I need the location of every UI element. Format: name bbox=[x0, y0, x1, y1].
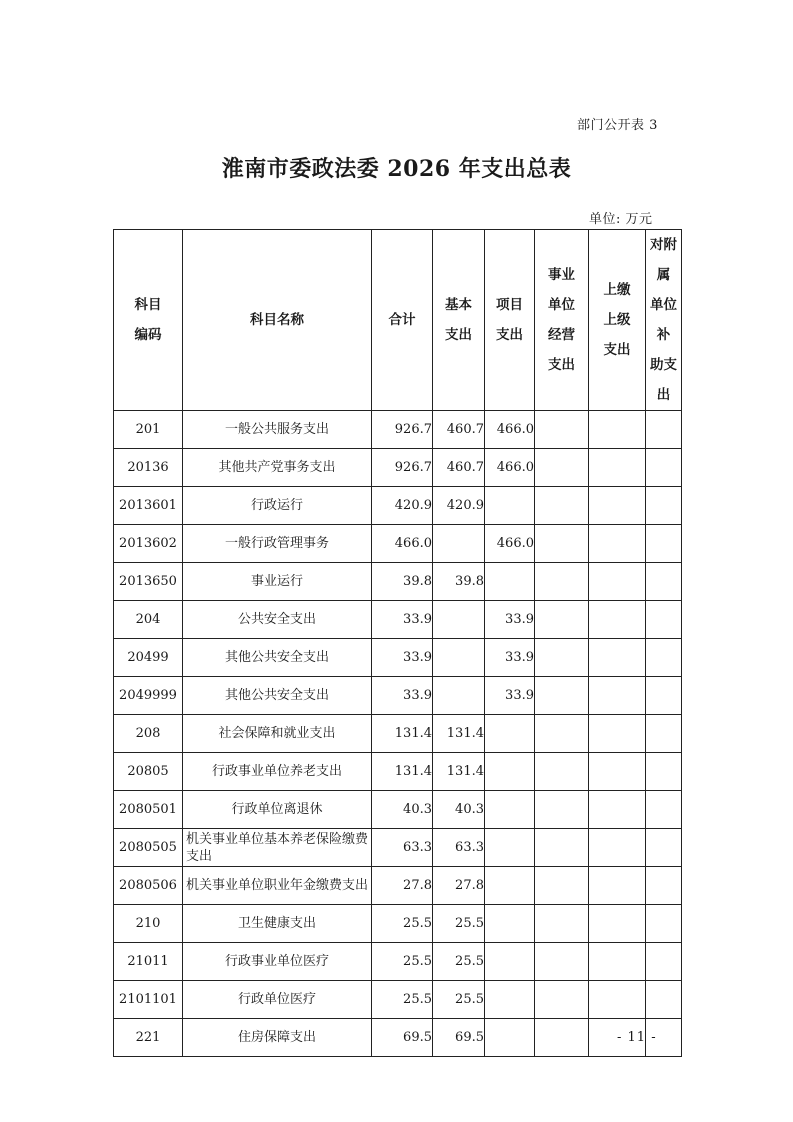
cell-code: 2013602 bbox=[114, 525, 183, 563]
cell-total: 33.9 bbox=[372, 677, 433, 715]
cell-upper bbox=[589, 411, 646, 449]
cell-project bbox=[485, 753, 535, 791]
table-row bbox=[114, 677, 682, 715]
table-row bbox=[114, 525, 682, 563]
cell-upper bbox=[589, 905, 646, 943]
cell-basic: 131.4 bbox=[433, 753, 485, 791]
cell-code: 204 bbox=[114, 601, 183, 639]
cell-subsidy bbox=[646, 677, 682, 715]
table-row bbox=[114, 487, 682, 525]
cell-upper bbox=[589, 829, 646, 867]
cell-total: 25.5 bbox=[372, 943, 433, 981]
cell-basic: 131.4 bbox=[433, 715, 485, 753]
cell-project bbox=[485, 943, 535, 981]
cell-subsidy bbox=[646, 639, 682, 677]
table-row bbox=[114, 829, 682, 867]
cell-total: 33.9 bbox=[372, 601, 433, 639]
header-subsidy bbox=[646, 230, 682, 411]
cell-upper bbox=[589, 639, 646, 677]
cell-basic: 69.5 bbox=[433, 1019, 485, 1057]
cell-name: 行政单位离退休 bbox=[183, 791, 372, 829]
header-text: 基本 支出 bbox=[445, 297, 472, 343]
table-row bbox=[114, 715, 682, 753]
cell-name: 卫生健康支出 bbox=[183, 905, 372, 943]
cell-name: 机关事业单位基本养老保险缴费支出 bbox=[183, 829, 372, 867]
cell-code: 221 bbox=[114, 1019, 183, 1057]
cell-upper bbox=[589, 449, 646, 487]
header-text: 对附属 单位补 助支出 bbox=[650, 237, 677, 403]
table-row bbox=[114, 905, 682, 943]
cell-business bbox=[535, 943, 589, 981]
cell-subsidy bbox=[646, 601, 682, 639]
table-row bbox=[114, 1019, 682, 1057]
cell-upper bbox=[589, 715, 646, 753]
cell-name: 行政事业单位养老支出 bbox=[183, 753, 372, 791]
cell-name: 行政事业单位医疗 bbox=[183, 943, 372, 981]
cell-code: 20136 bbox=[114, 449, 183, 487]
cell-upper bbox=[589, 753, 646, 791]
cell-name: 机关事业单位职业年金缴费支出 bbox=[183, 867, 372, 905]
table-row bbox=[114, 753, 682, 791]
cell-code: 2080501 bbox=[114, 791, 183, 829]
cell-business bbox=[535, 867, 589, 905]
cell-name: 公共安全支出 bbox=[183, 601, 372, 639]
cell-total: 926.7 bbox=[372, 449, 433, 487]
cell-business bbox=[535, 677, 589, 715]
cell-business bbox=[535, 449, 589, 487]
cell-upper bbox=[589, 677, 646, 715]
cell-business bbox=[535, 1019, 589, 1057]
cell-basic: 460.7 bbox=[433, 411, 485, 449]
table-row bbox=[114, 411, 682, 449]
cell-upper bbox=[589, 943, 646, 981]
cell-business bbox=[535, 753, 589, 791]
table-body bbox=[114, 411, 682, 1057]
cell-business bbox=[535, 791, 589, 829]
cell-subsidy bbox=[646, 563, 682, 601]
cell-upper bbox=[589, 867, 646, 905]
cell-name: 其他公共安全支出 bbox=[183, 639, 372, 677]
cell-subsidy bbox=[646, 867, 682, 905]
header-project bbox=[485, 230, 535, 411]
cell-code: 210 bbox=[114, 905, 183, 943]
cell-upper bbox=[589, 981, 646, 1019]
header-total bbox=[372, 230, 433, 411]
cell-business bbox=[535, 563, 589, 601]
cell-name: 一般公共服务支出 bbox=[183, 411, 372, 449]
cell-project bbox=[485, 867, 535, 905]
cell-basic: 460.7 bbox=[433, 449, 485, 487]
cell-project: 33.9 bbox=[485, 677, 535, 715]
header-text: 项目 支出 bbox=[496, 297, 523, 343]
cell-upper bbox=[589, 487, 646, 525]
cell-business bbox=[535, 525, 589, 563]
cell-code: 201 bbox=[114, 411, 183, 449]
header-text: 科目名称 bbox=[250, 312, 304, 328]
cell-subsidy bbox=[646, 829, 682, 867]
cell-project bbox=[485, 905, 535, 943]
cell-business bbox=[535, 829, 589, 867]
cell-subsidy bbox=[646, 753, 682, 791]
cell-project bbox=[485, 715, 535, 753]
cell-subsidy bbox=[646, 943, 682, 981]
cell-business bbox=[535, 411, 589, 449]
page-title: 淮南市委政法委 2026 年支出总表 bbox=[221, 156, 572, 182]
cell-subsidy bbox=[646, 715, 682, 753]
cell-code: 21011 bbox=[114, 943, 183, 981]
table-row bbox=[114, 943, 682, 981]
cell-total: 131.4 bbox=[372, 753, 433, 791]
cell-business bbox=[535, 639, 589, 677]
cell-subsidy bbox=[646, 411, 682, 449]
table-header-row bbox=[114, 230, 682, 411]
expenditure-table bbox=[113, 229, 682, 1057]
cell-project: 466.0 bbox=[485, 525, 535, 563]
cell-code: 20805 bbox=[114, 753, 183, 791]
cell-name: 事业运行 bbox=[183, 563, 372, 601]
table-row bbox=[114, 791, 682, 829]
cell-basic: 39.8 bbox=[433, 563, 485, 601]
cell-code: 20499 bbox=[114, 639, 183, 677]
cell-subsidy bbox=[646, 791, 682, 829]
cell-total: 926.7 bbox=[372, 411, 433, 449]
cell-basic bbox=[433, 677, 485, 715]
cell-total: 33.9 bbox=[372, 639, 433, 677]
cell-subsidy bbox=[646, 525, 682, 563]
cell-code: 2080505 bbox=[114, 829, 183, 867]
cell-upper bbox=[589, 791, 646, 829]
cell-total: 63.3 bbox=[372, 829, 433, 867]
cell-code: 208 bbox=[114, 715, 183, 753]
cell-total: 25.5 bbox=[372, 981, 433, 1019]
cell-basic: 63.3 bbox=[433, 829, 485, 867]
cell-upper bbox=[589, 525, 646, 563]
cell-name: 社会保障和就业支出 bbox=[183, 715, 372, 753]
cell-name: 其他公共安全支出 bbox=[183, 677, 372, 715]
header-code bbox=[114, 230, 183, 411]
header-text: 合计 bbox=[388, 312, 416, 328]
cell-code: 2101101 bbox=[114, 981, 183, 1019]
cell-subsidy bbox=[646, 981, 682, 1019]
cell-subsidy bbox=[646, 905, 682, 943]
cell-project bbox=[485, 563, 535, 601]
cell-basic: 420.9 bbox=[433, 487, 485, 525]
cell-basic: 25.5 bbox=[433, 905, 485, 943]
cell-project bbox=[485, 981, 535, 1019]
cell-basic: 25.5 bbox=[433, 981, 485, 1019]
cell-business bbox=[535, 601, 589, 639]
cell-total: 69.5 bbox=[372, 1019, 433, 1057]
table-row bbox=[114, 563, 682, 601]
cell-total: 40.3 bbox=[372, 791, 433, 829]
cell-total: 420.9 bbox=[372, 487, 433, 525]
cell-code: 2080506 bbox=[114, 867, 183, 905]
cell-code: 2049999 bbox=[114, 677, 183, 715]
cell-business bbox=[535, 981, 589, 1019]
cell-subsidy bbox=[646, 449, 682, 487]
cell-code: 2013650 bbox=[114, 563, 183, 601]
cell-project bbox=[485, 829, 535, 867]
table-row bbox=[114, 981, 682, 1019]
header-business bbox=[535, 230, 589, 411]
cell-project bbox=[485, 1019, 535, 1057]
header-text: 事业 单位 经营 支出 bbox=[548, 267, 575, 373]
table-row bbox=[114, 867, 682, 905]
cell-basic bbox=[433, 601, 485, 639]
cell-total: 131.4 bbox=[372, 715, 433, 753]
cell-project: 466.0 bbox=[485, 449, 535, 487]
cell-project bbox=[485, 487, 535, 525]
unit-label: 单位: 万元 bbox=[589, 212, 653, 227]
table-label: 部门公开表 3 bbox=[577, 118, 658, 133]
cell-business bbox=[535, 715, 589, 753]
cell-project bbox=[485, 791, 535, 829]
table-row bbox=[114, 601, 682, 639]
cell-basic bbox=[433, 525, 485, 563]
cell-name: 行政单位医疗 bbox=[183, 981, 372, 1019]
header-basic bbox=[433, 230, 485, 411]
table-row bbox=[114, 449, 682, 487]
page-number: - 11 - bbox=[617, 1030, 657, 1045]
cell-project: 33.9 bbox=[485, 639, 535, 677]
cell-name: 一般行政管理事务 bbox=[183, 525, 372, 563]
table-row bbox=[114, 639, 682, 677]
cell-total: 25.5 bbox=[372, 905, 433, 943]
cell-code: 2013601 bbox=[114, 487, 183, 525]
header-text: 科目 编码 bbox=[134, 297, 162, 343]
header-text: 上缴 上级 支出 bbox=[603, 282, 631, 358]
cell-business bbox=[535, 487, 589, 525]
cell-upper bbox=[589, 563, 646, 601]
cell-basic: 40.3 bbox=[433, 791, 485, 829]
cell-total: 466.0 bbox=[372, 525, 433, 563]
header-upper bbox=[589, 230, 646, 411]
cell-project: 466.0 bbox=[485, 411, 535, 449]
cell-subsidy bbox=[646, 487, 682, 525]
cell-basic bbox=[433, 639, 485, 677]
cell-name: 其他共产党事务支出 bbox=[183, 449, 372, 487]
cell-name: 行政运行 bbox=[183, 487, 372, 525]
cell-name: 住房保障支出 bbox=[183, 1019, 372, 1057]
cell-upper bbox=[589, 601, 646, 639]
header-name bbox=[183, 230, 372, 411]
cell-total: 39.8 bbox=[372, 563, 433, 601]
cell-business bbox=[535, 905, 589, 943]
cell-project: 33.9 bbox=[485, 601, 535, 639]
cell-total: 27.8 bbox=[372, 867, 433, 905]
cell-basic: 25.5 bbox=[433, 943, 485, 981]
cell-basic: 27.8 bbox=[433, 867, 485, 905]
